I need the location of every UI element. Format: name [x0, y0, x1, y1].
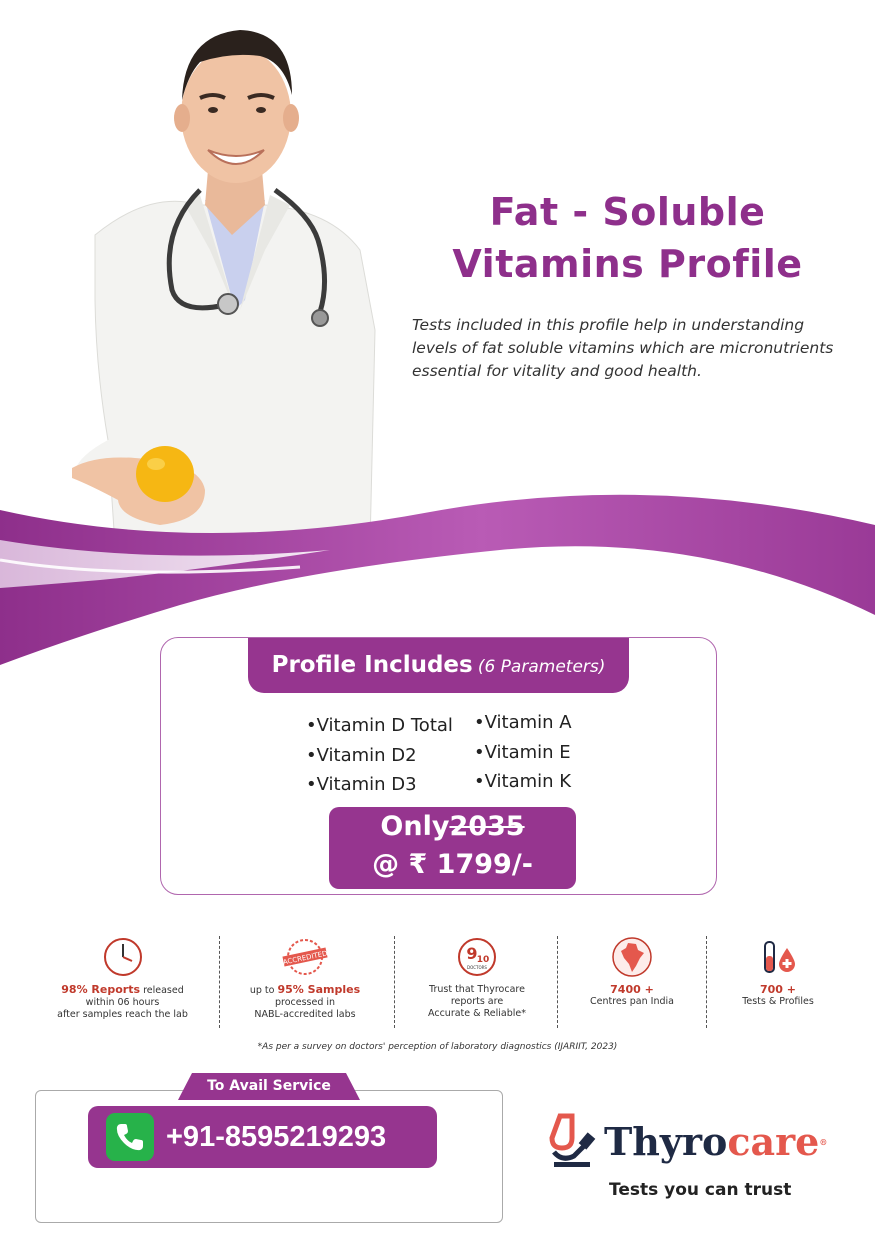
stat-text: processed in	[274, 997, 336, 1008]
brand-name	[604, 1119, 827, 1165]
stat-centres	[565, 936, 699, 1031]
stat-text: Tests & Profiles	[742, 996, 814, 1007]
stat-text: reports are	[450, 996, 504, 1007]
stat-highlight: 700 +	[759, 983, 796, 996]
phone-number[interactable]: +91-8595219293	[166, 1121, 387, 1153]
new-price: @ ₹ 1799/-	[372, 849, 533, 880]
price-badge	[329, 807, 576, 889]
avail-label: To Avail Service	[207, 1078, 331, 1094]
parameter-item: •Vitamin A	[474, 712, 572, 733]
parameter-item: •Vitamin E	[474, 741, 571, 763]
stat-text: Trust that Thyrocare	[429, 984, 525, 995]
stat-tests	[713, 936, 843, 1031]
stat-text: Accurate & Reliable*	[428, 1008, 526, 1019]
parameter-list-left	[306, 711, 453, 800]
thyrocare-logo-icon	[548, 1112, 596, 1170]
title-line-1: Fat - Soluble	[489, 190, 766, 234]
stat-highlight: 7400 +	[610, 983, 654, 996]
parameter-item: •Vitamin D Total	[306, 715, 453, 736]
parameter-item: •Vitamin K	[474, 771, 572, 792]
stats-strip	[30, 936, 845, 1031]
svg-text:ACCREDITED: ACCREDITED	[282, 949, 329, 967]
brand-tagline: Tests you can trust	[609, 1180, 792, 1200]
clock-icon	[102, 936, 144, 978]
registered-mark: ®	[819, 1137, 828, 1147]
old-price: 2035	[449, 811, 525, 842]
svg-text:DOCTORS: DOCTORS	[467, 965, 487, 970]
accredited-seal-icon	[280, 936, 330, 978]
stat-text: up to	[249, 985, 275, 996]
parameter-list-right	[474, 708, 572, 797]
brand-name-part2: care	[727, 1119, 820, 1164]
phone-icon[interactable]	[106, 1113, 154, 1161]
svg-text:10: 10	[476, 955, 490, 965]
brand-name-part1: Thyro	[604, 1119, 728, 1164]
stat-text: NABL-accredited labs	[254, 1009, 356, 1020]
stat-samples	[230, 936, 380, 1031]
profile-header	[248, 638, 629, 693]
parameter-item: •Vitamin D3	[306, 774, 417, 795]
page-title	[405, 186, 850, 290]
stat-highlight: 95% Samples	[277, 983, 361, 996]
india-map-icon	[611, 936, 653, 978]
test-tube-icon	[757, 936, 799, 978]
divider	[219, 936, 220, 1028]
stat-highlight: 98% Reports	[61, 983, 141, 996]
stat-text: after samples reach the lab	[57, 1009, 188, 1020]
stat-text: within 06 hours	[85, 997, 160, 1008]
divider	[394, 936, 395, 1028]
stat-text: Centres pan India	[590, 996, 674, 1007]
profile-heading: Profile Includes	[271, 652, 473, 678]
stat-reports	[30, 936, 215, 1031]
profile-subheading: (6 Parameters)	[477, 657, 606, 677]
intro-text: Tests included in this profile help in understanding levels of fat soluble vitamins which are micronutrients essential for vitality and good health.	[412, 316, 834, 380]
price-only-label: Only	[380, 811, 450, 842]
stat-doctors	[403, 936, 551, 1031]
price-top-line	[329, 809, 576, 845]
divider	[706, 936, 707, 1028]
parameter-item: •Vitamin D2	[306, 744, 417, 766]
nine-of-ten-doctors-icon	[456, 936, 498, 978]
divider	[557, 936, 558, 1028]
footnote: *As per a survey on doctors' perception of laboratory diagnostics (IJARIIT, 2023)	[257, 1042, 618, 1052]
title-line-2: Vitamins Profile	[452, 242, 803, 286]
svg-text:9: 9	[466, 944, 478, 963]
stat-text: released	[143, 985, 184, 996]
